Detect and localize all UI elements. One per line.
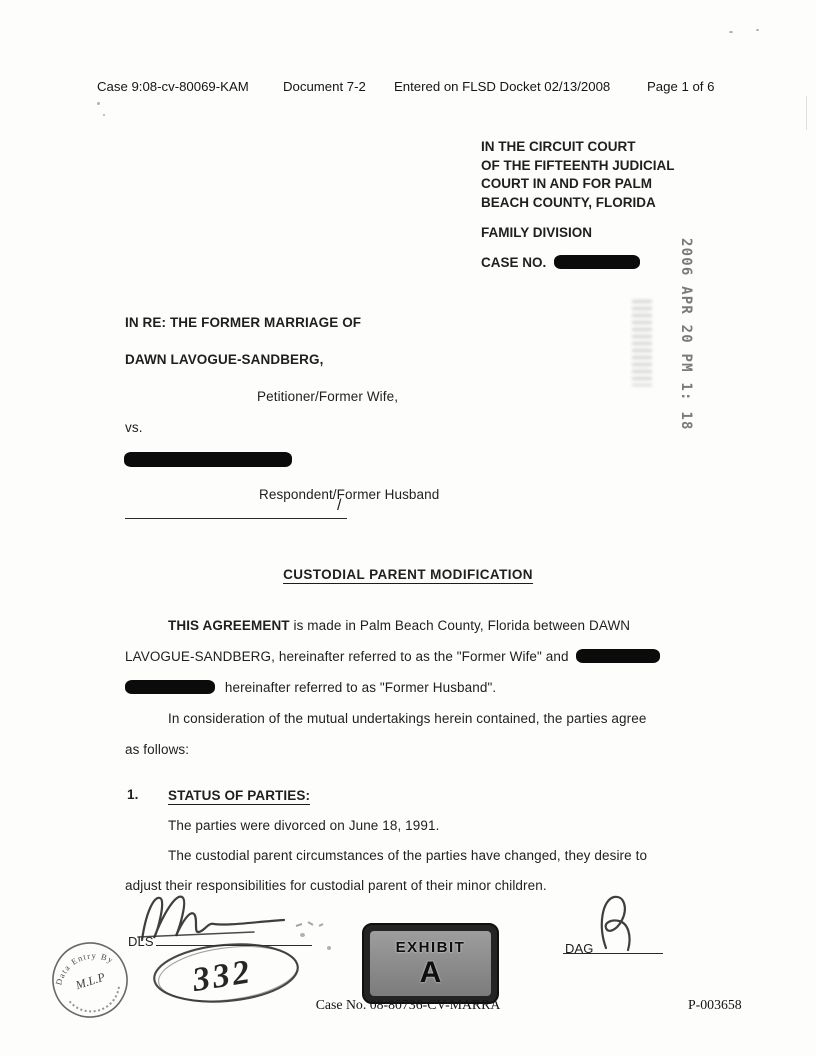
signature-line-right — [563, 953, 663, 954]
exhibit-label: EXHIBIT — [395, 939, 466, 956]
court-line-3: COURT IN AND FOR PALM — [481, 176, 652, 191]
consideration-line-2: as follows: — [125, 742, 190, 757]
filed-date-stamp: 2006 APR 20 PM 1: 18 — [678, 238, 694, 431]
section-1-line-3: adjust their responsibilities for custodial parent of their minor children. — [125, 878, 547, 893]
docket-entered-text: Entered on FLSD Docket 02/13/2008 — [394, 79, 611, 94]
docket-page-indicator: Page 1 of 6 — [647, 79, 715, 94]
court-heading-block — [481, 138, 675, 212]
family-division-label: FAMILY DIVISION — [481, 225, 593, 240]
agreement-line-3-text: hereinafter referred to as "Former Husband". — [224, 680, 497, 695]
section-1-heading-wrap — [168, 787, 310, 805]
case-number-line — [481, 254, 640, 273]
court-line-1: IN THE CIRCUIT COURT — [481, 139, 636, 154]
case-number-label: CASE NO. — [481, 255, 547, 270]
section-1-number: 1. — [127, 787, 139, 802]
round-stamp-center-text: M.L.P — [73, 969, 107, 993]
round-stamp-top-text: Data Entry By — [53, 950, 116, 987]
docket-case-number: Case 9:08-cv-80069-KAM — [97, 79, 249, 94]
scan-speck — [729, 31, 733, 33]
initials-dls: DLS — [128, 934, 154, 949]
exhibit-stamp-inner — [370, 931, 491, 996]
scan-speck — [327, 946, 331, 950]
document-title-row — [0, 566, 816, 584]
handwritten-number: 332 — [189, 953, 255, 1000]
caption-rule — [125, 518, 347, 519]
petitioner-role: Petitioner/Former Wife, — [257, 389, 399, 404]
agreement-line-2-text: LAVOGUE-SANDBERG, hereinafter referred to as the "Former Wife" and — [125, 649, 569, 664]
scan-edge-mark — [806, 96, 807, 130]
agreement-line-2 — [125, 649, 660, 664]
agreement-bold-lead: THIS AGREEMENT — [168, 618, 290, 633]
section-1-line-1: The parties were divorced on June 18, 1991. — [168, 818, 440, 833]
caption-closing-slash: / — [337, 497, 342, 514]
vs-label: vs. — [125, 420, 143, 435]
agreement-line-1-rest: is made in Palm Beach County, Florida between DAWN — [289, 618, 631, 633]
signature-dag — [590, 892, 654, 954]
footer-case-number: Case No. 08-80736-CV-MARRA — [315, 997, 501, 1012]
scan-speck — [756, 29, 759, 31]
agreement-line-1 — [168, 618, 630, 633]
redaction-husband-name-2 — [125, 680, 215, 694]
respondent-role: Respondent/Former Husband — [259, 487, 440, 502]
court-line-2: OF THE FIFTEENTH JUDICIAL — [481, 157, 675, 173]
petitioner-name: DAWN LAVOGUE-SANDBERG, — [125, 352, 324, 367]
redaction-respondent-name — [124, 452, 292, 467]
agreement-line-3 — [125, 680, 496, 695]
scan-speck — [103, 114, 105, 116]
redaction-husband-name-1 — [576, 649, 660, 663]
redaction-case-number — [554, 255, 640, 269]
bates-number: P-003658 — [688, 997, 742, 1012]
section-1-heading: STATUS OF PARTIES: — [168, 788, 311, 803]
section-1-line-2: The custodial parent circumstances of the parties have changed, they desire to — [168, 848, 648, 863]
court-line-4: BEACH COUNTY, FLORIDA — [481, 194, 656, 210]
document-title: CUSTODIAL PARENT MODIFICATION — [283, 567, 533, 582]
docket-document-number: Document 7-2 — [283, 79, 366, 94]
exhibit-stamp — [362, 923, 499, 1004]
in-re-line: IN RE: THE FORMER MARRIAGE OF — [125, 315, 362, 330]
scan-speck — [97, 102, 100, 105]
exhibit-letter: A — [419, 956, 442, 989]
illegible-stamp-smudge — [632, 300, 652, 386]
initials-dag: DAG — [565, 941, 594, 956]
consideration-line-1: In consideration of the mutual undertakings herein contained, the parties agree — [168, 711, 647, 726]
